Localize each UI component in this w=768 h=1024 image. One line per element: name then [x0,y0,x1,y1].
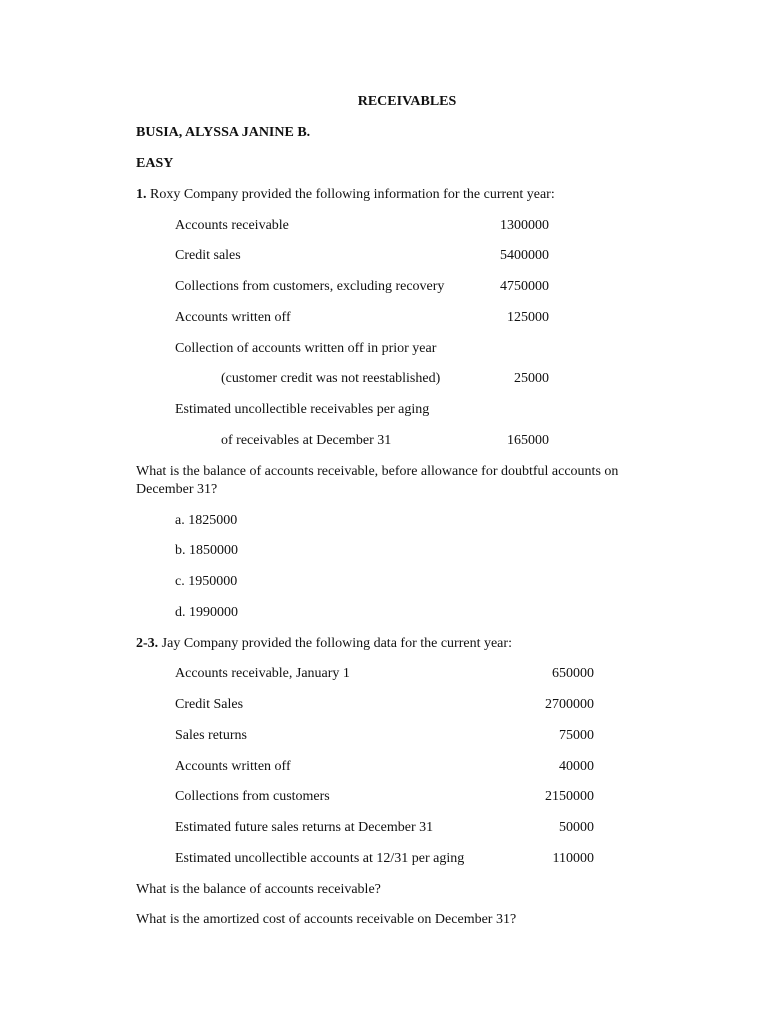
q1-item-label: Collections from customers, excluding recovery [175,279,445,294]
q2-item-amount: 110000 [552,851,594,866]
q1-number: 1. [136,187,147,202]
q1-item-amount: 4750000 [500,279,549,294]
q1-question: What is the balance of accounts receivable, before allowance for doubtful accounts on December 31? [136,464,619,497]
q1-item-label: Accounts receivable [175,218,289,233]
q1-item-amount: 5400000 [500,248,549,263]
q1-choice: d. 1990000 [175,605,238,620]
q1-intro [136,186,555,204]
q2-item-label: Sales returns [175,728,247,743]
q2-intro-text: Jay Company provided the following data for the current year: [161,636,512,651]
q2-item-amount: 50000 [559,820,594,835]
q3-question-amortized-cost: What is the amortized cost of accounts receivable on December 31? [136,912,517,927]
q1-item-label: Accounts written off [175,310,291,325]
q2-item-label: Credit Sales [175,697,244,712]
q1-choice: b. 1850000 [175,543,238,558]
q1-choice: c. 1950000 [175,574,238,589]
q2-intro [136,635,512,653]
q2-item-amount: 650000 [552,666,594,681]
q1-item-label: Collection of accounts written off in prior year [175,341,437,356]
q2-item-amount: 2150000 [545,789,594,804]
q2-item-label: Accounts receivable, January 1 [175,666,350,681]
q2-item-label: Collections from customers [175,789,330,804]
q1-item-label: Credit sales [175,248,241,263]
q1-item-label: (customer credit was not reestablished) [221,371,441,386]
q1-item-amount: 25000 [514,371,549,386]
q2-question-balance: What is the balance of accounts receivable? [136,882,381,897]
q1-item-label: Estimated uncollectible receivables per aging [175,402,430,417]
q1-intro-text: Roxy Company provided the following information for the current year: [150,187,555,202]
q2-item-label: Estimated future sales returns at December 31 [175,820,434,835]
q2-item-amount: 2700000 [545,697,594,712]
q2-item-amount: 75000 [559,728,594,743]
q2-number: 2-3. [136,636,159,651]
difficulty-heading: EASY [136,156,174,171]
q2-item-label: Accounts written off [175,759,291,774]
author-name: BUSIA, ALYSSA JANINE B. [136,125,311,140]
q2-item-label: Estimated uncollectible accounts at 12/31 per aging [175,851,465,866]
q1-item-amount: 165000 [507,433,549,448]
q2-item-amount: 40000 [559,759,594,774]
q1-item-label: of receivables at December 31 [221,433,392,448]
q1-item-amount: 1300000 [500,218,549,233]
q1-choice: a. 1825000 [175,513,238,528]
document-title: RECEIVABLES [357,94,457,109]
q1-item-amount: 125000 [507,310,549,325]
